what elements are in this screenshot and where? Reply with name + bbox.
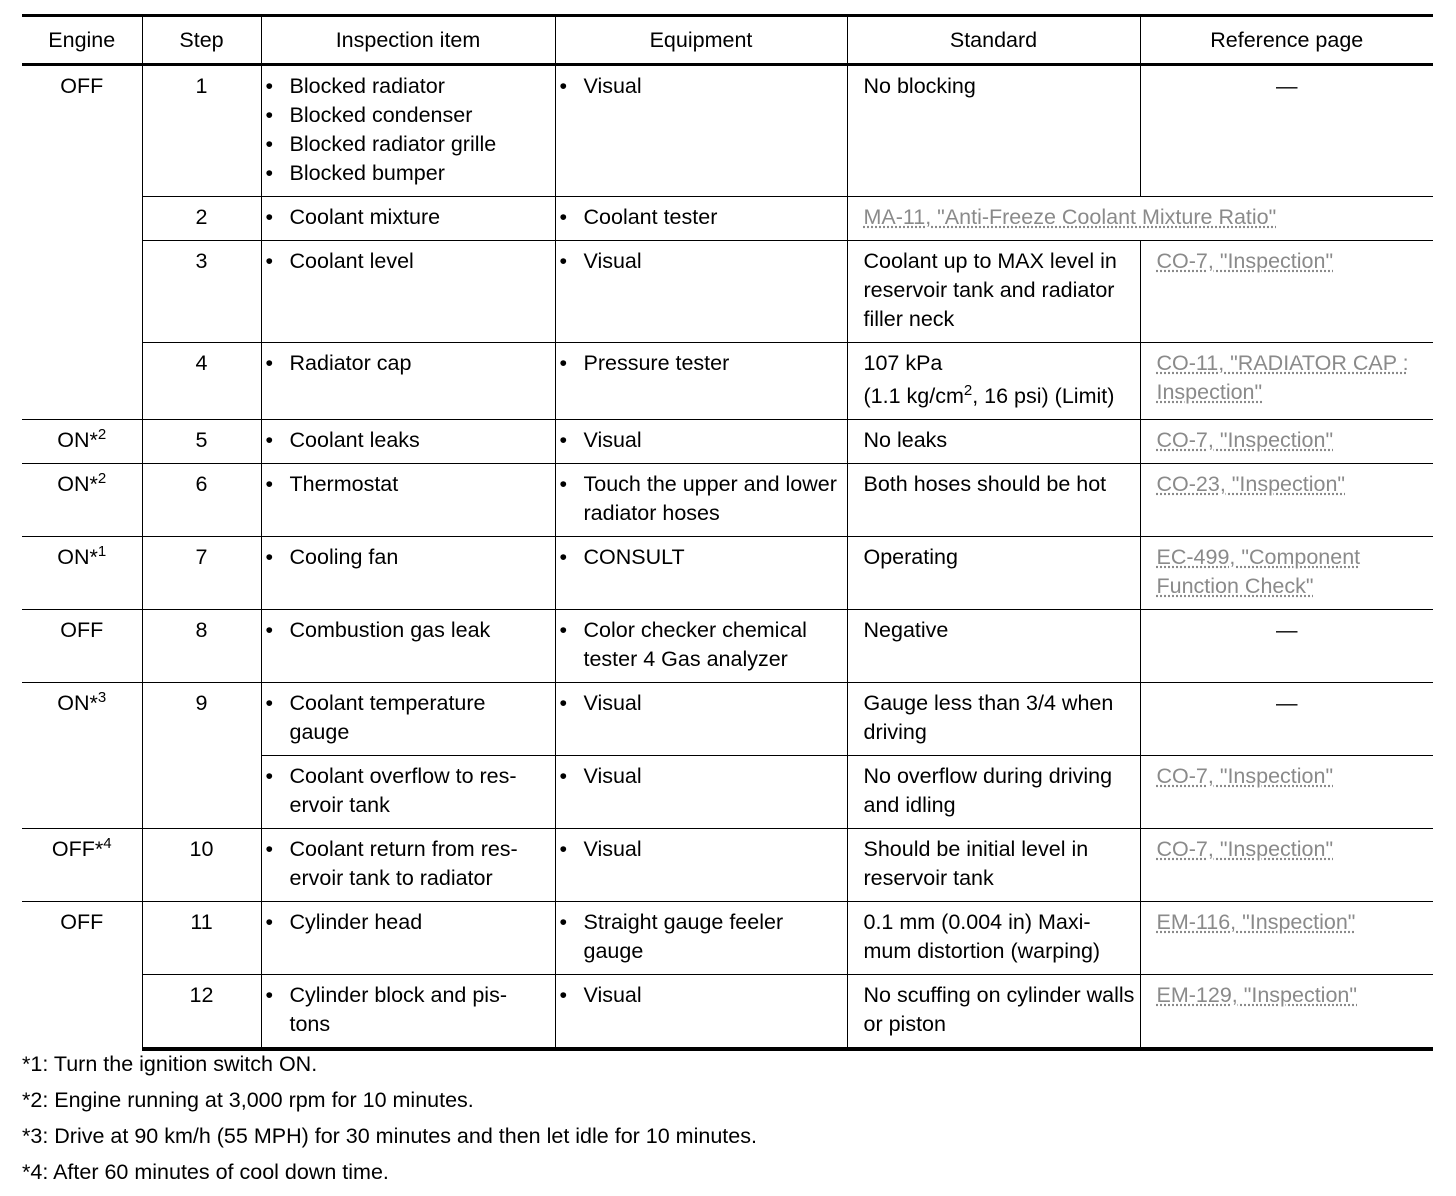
- table-row: [22, 241, 1433, 343]
- engine-state-text: ON*: [57, 428, 98, 452]
- header-engine: Engine: [22, 16, 142, 65]
- footnote: *4: After 60 minutes of cool down time.: [22, 1160, 389, 1184]
- table-row: [22, 464, 1433, 537]
- step-number: 4: [142, 343, 261, 420]
- standard-text: (1.1 kg/cm: [863, 384, 964, 408]
- equipment: [555, 464, 847, 537]
- reference-page: [1140, 537, 1433, 610]
- step-number: 9: [142, 683, 261, 829]
- equipment-entry: • Touch the upper and lower radiator hoses: [560, 470, 843, 528]
- inspection-item: [261, 610, 555, 683]
- table-row: [22, 420, 1433, 464]
- reference-page: [1140, 343, 1433, 420]
- equipment-entry: • Visual: [560, 762, 843, 791]
- inspection-item: [261, 65, 555, 197]
- inspection-item-entry: • Thermostat: [266, 470, 551, 499]
- equipment-entry: • Visual: [560, 689, 843, 718]
- engine-state: [22, 902, 142, 1050]
- engine-state-note: 4: [103, 834, 112, 852]
- inspection-item: [261, 756, 555, 829]
- inspection-item: [261, 537, 555, 610]
- equipment-entry: • Visual: [560, 835, 843, 864]
- inspection-item-entry: • Cylinder block and pis-tons: [266, 981, 551, 1039]
- reference-link[interactable]: CO-7, "Inspection": [1156, 249, 1334, 273]
- reference-page: [1140, 241, 1433, 343]
- inspection-item: [261, 902, 555, 975]
- standard-text: , 16 psi) (Limit): [972, 384, 1115, 408]
- engine-state-text: OFF*: [51, 837, 104, 861]
- reference-link[interactable]: CO-7, "Inspection": [1156, 837, 1334, 861]
- step-number: 7: [142, 537, 261, 610]
- inspection-item: [261, 975, 555, 1050]
- standard: Operating: [847, 537, 1140, 610]
- header-standard: Standard: [847, 16, 1140, 65]
- standard: No leaks: [847, 420, 1140, 464]
- inspection-item-entry: • Blocked condenser: [266, 101, 551, 130]
- inspection-item-entry: • Radiator cap: [266, 349, 551, 378]
- reference-link[interactable]: CO-11, "RADIATOR CAP : Inspection": [1156, 351, 1409, 404]
- equipment: [555, 197, 847, 241]
- inspection-item-entry: • Coolant overflow to res-ervoir tank: [266, 762, 551, 820]
- inspection-item-entry: • Cooling fan: [266, 543, 551, 572]
- reference-link[interactable]: EM-116, "Inspection": [1156, 910, 1356, 934]
- engine-state-text: ON*: [57, 472, 98, 496]
- step-number: 2: [142, 197, 261, 241]
- reference-page: [1140, 829, 1433, 902]
- equipment-entry: • Pressure tester: [560, 349, 843, 378]
- equipment: [555, 610, 847, 683]
- equipment-entry: • CONSULT: [560, 543, 843, 572]
- inspection-item-entry: • Coolant temperature gauge: [266, 689, 551, 747]
- equipment: [555, 420, 847, 464]
- standard: Gauge less than 3/4 when driving: [847, 683, 1140, 756]
- table-row: [22, 975, 1433, 1050]
- inspection-item-entry: • Coolant leaks: [266, 426, 551, 455]
- reference-page: [1140, 420, 1433, 464]
- footnote: *2: Engine running at 3,000 rpm for 10 minutes.: [22, 1088, 474, 1112]
- footnote: *1: Turn the ignition switch ON.: [22, 1052, 318, 1076]
- table-row: [22, 610, 1433, 683]
- equipment-entry: • Visual: [560, 247, 843, 276]
- equipment-entry: • Color checker chemical tester 4 Gas analyzer: [560, 616, 843, 674]
- engine-state-note: 3: [97, 688, 107, 706]
- reference-page: [1140, 756, 1433, 829]
- standard: No blocking: [847, 65, 1140, 197]
- engine-state-text: ON*: [57, 691, 98, 715]
- equipment-entry: • Visual: [560, 72, 843, 101]
- inspection-item: [261, 683, 555, 756]
- engine-state: [22, 537, 142, 610]
- inspection-item: [261, 197, 555, 241]
- engine-state-note: 2: [97, 469, 107, 487]
- reference-page: —: [1140, 610, 1433, 683]
- standard: No overflow during driving and idling: [847, 756, 1140, 829]
- equipment: [555, 65, 847, 197]
- reference-page: [1140, 464, 1433, 537]
- inspection-item: [261, 464, 555, 537]
- step-number: 1: [142, 65, 261, 197]
- reference-link[interactable]: CO-7, "Inspection": [1156, 764, 1334, 788]
- inspection-item-entry: • Blocked radiator: [266, 72, 551, 101]
- standard-superscript: 2: [963, 381, 973, 399]
- header-reference-page: Reference page: [1140, 16, 1433, 65]
- equipment-entry: • Coolant tester: [560, 203, 843, 232]
- inspection-item-entry: • Coolant level: [266, 247, 551, 276]
- standard: No scuffing on cylinder walls or piston: [847, 975, 1140, 1050]
- table-row: [22, 537, 1433, 610]
- engine-state: [22, 420, 142, 464]
- standard: Should be initial level in reservoir tank: [847, 829, 1140, 902]
- reference-link-cell: [847, 197, 1433, 241]
- inspection-item-entry: • Blocked bumper: [266, 159, 551, 188]
- standard-line: 107 kPa: [863, 351, 943, 375]
- equipment: [555, 241, 847, 343]
- engine-state: [22, 829, 142, 902]
- engine-state: [22, 464, 142, 537]
- reference-link[interactable]: EC-499, "Component Function Check": [1156, 545, 1361, 598]
- step-number: 11: [142, 902, 261, 975]
- equipment: [555, 537, 847, 610]
- table-row: [22, 829, 1433, 902]
- table-header-row: [22, 16, 1433, 65]
- table-row: [22, 683, 1433, 756]
- reference-page: —: [1140, 65, 1433, 197]
- standard: [847, 343, 1140, 420]
- reference-link[interactable]: MA-11, "Anti-Freeze Coolant Mixture Ratio": [863, 205, 1277, 229]
- inspection-item-entry: • Combustion gas leak: [266, 616, 551, 645]
- reference-link[interactable]: EM-129, "Inspection": [1156, 983, 1358, 1007]
- table-row: [22, 65, 1433, 197]
- step-number: 6: [142, 464, 261, 537]
- standard: 0.1 mm (0.004 in) Maxi-mum distortion (warping): [847, 902, 1140, 975]
- equipment: [555, 756, 847, 829]
- equipment: [555, 683, 847, 756]
- step-number: 5: [142, 420, 261, 464]
- step-number: 8: [142, 610, 261, 683]
- inspection-item: [261, 343, 555, 420]
- inspection-item-entry: • Coolant return from res-ervoir tank to radiator: [266, 835, 551, 893]
- header-equipment: Equipment: [555, 16, 847, 65]
- engine-state-note: 1: [97, 542, 107, 560]
- inspection-item: [261, 829, 555, 902]
- engine-state-text: OFF: [60, 910, 104, 934]
- inspection-item-entry: • Cylinder head: [266, 908, 551, 937]
- header-inspection-item: Inspection item: [261, 16, 555, 65]
- equipment-entry: • Visual: [560, 981, 843, 1010]
- standard: Coolant up to MAX level in reservoir tank and radiator filler neck: [847, 241, 1140, 343]
- standard: Negative: [847, 610, 1140, 683]
- engine-state-text: ON*: [57, 545, 98, 569]
- step-number: 12: [142, 975, 261, 1050]
- engine-state: [22, 610, 142, 683]
- equipment: [555, 902, 847, 975]
- reference-link[interactable]: CO-7, "Inspection": [1156, 428, 1334, 452]
- engine-state-text: OFF: [60, 74, 104, 98]
- equipment: [555, 829, 847, 902]
- engine-state: [22, 683, 142, 829]
- reference-page: —: [1140, 683, 1433, 756]
- reference-page: [1140, 902, 1433, 975]
- table-row: [22, 343, 1433, 420]
- step-number: 10: [142, 829, 261, 902]
- equipment-entry: • Visual: [560, 426, 843, 455]
- standard: Both hoses should be hot: [847, 464, 1140, 537]
- equipment-entry: • Straight gauge feeler gauge: [560, 908, 843, 966]
- footnotes: [22, 1046, 757, 1190]
- inspection-item: [261, 420, 555, 464]
- equipment: [555, 975, 847, 1050]
- inspection-table: [22, 14, 1433, 1051]
- reference-link[interactable]: CO-23, "Inspection": [1156, 472, 1346, 496]
- header-step: Step: [142, 16, 261, 65]
- inspection-item-entry: • Coolant mixture: [266, 203, 551, 232]
- step-number: 3: [142, 241, 261, 343]
- engine-state-note: 2: [97, 425, 107, 443]
- equipment: [555, 343, 847, 420]
- table-row: [22, 197, 1433, 241]
- table-row: [22, 902, 1433, 975]
- inspection-item: [261, 241, 555, 343]
- engine-state-text: OFF: [60, 618, 104, 642]
- standard-line: [864, 382, 1136, 411]
- reference-page: [1140, 975, 1433, 1050]
- footnote: *3: Drive at 90 km/h (55 MPH) for 30 minutes and then let idle for 10 minutes.: [22, 1124, 757, 1148]
- inspection-item-entry: • Blocked radiator grille: [266, 130, 551, 159]
- engine-state: [22, 65, 142, 420]
